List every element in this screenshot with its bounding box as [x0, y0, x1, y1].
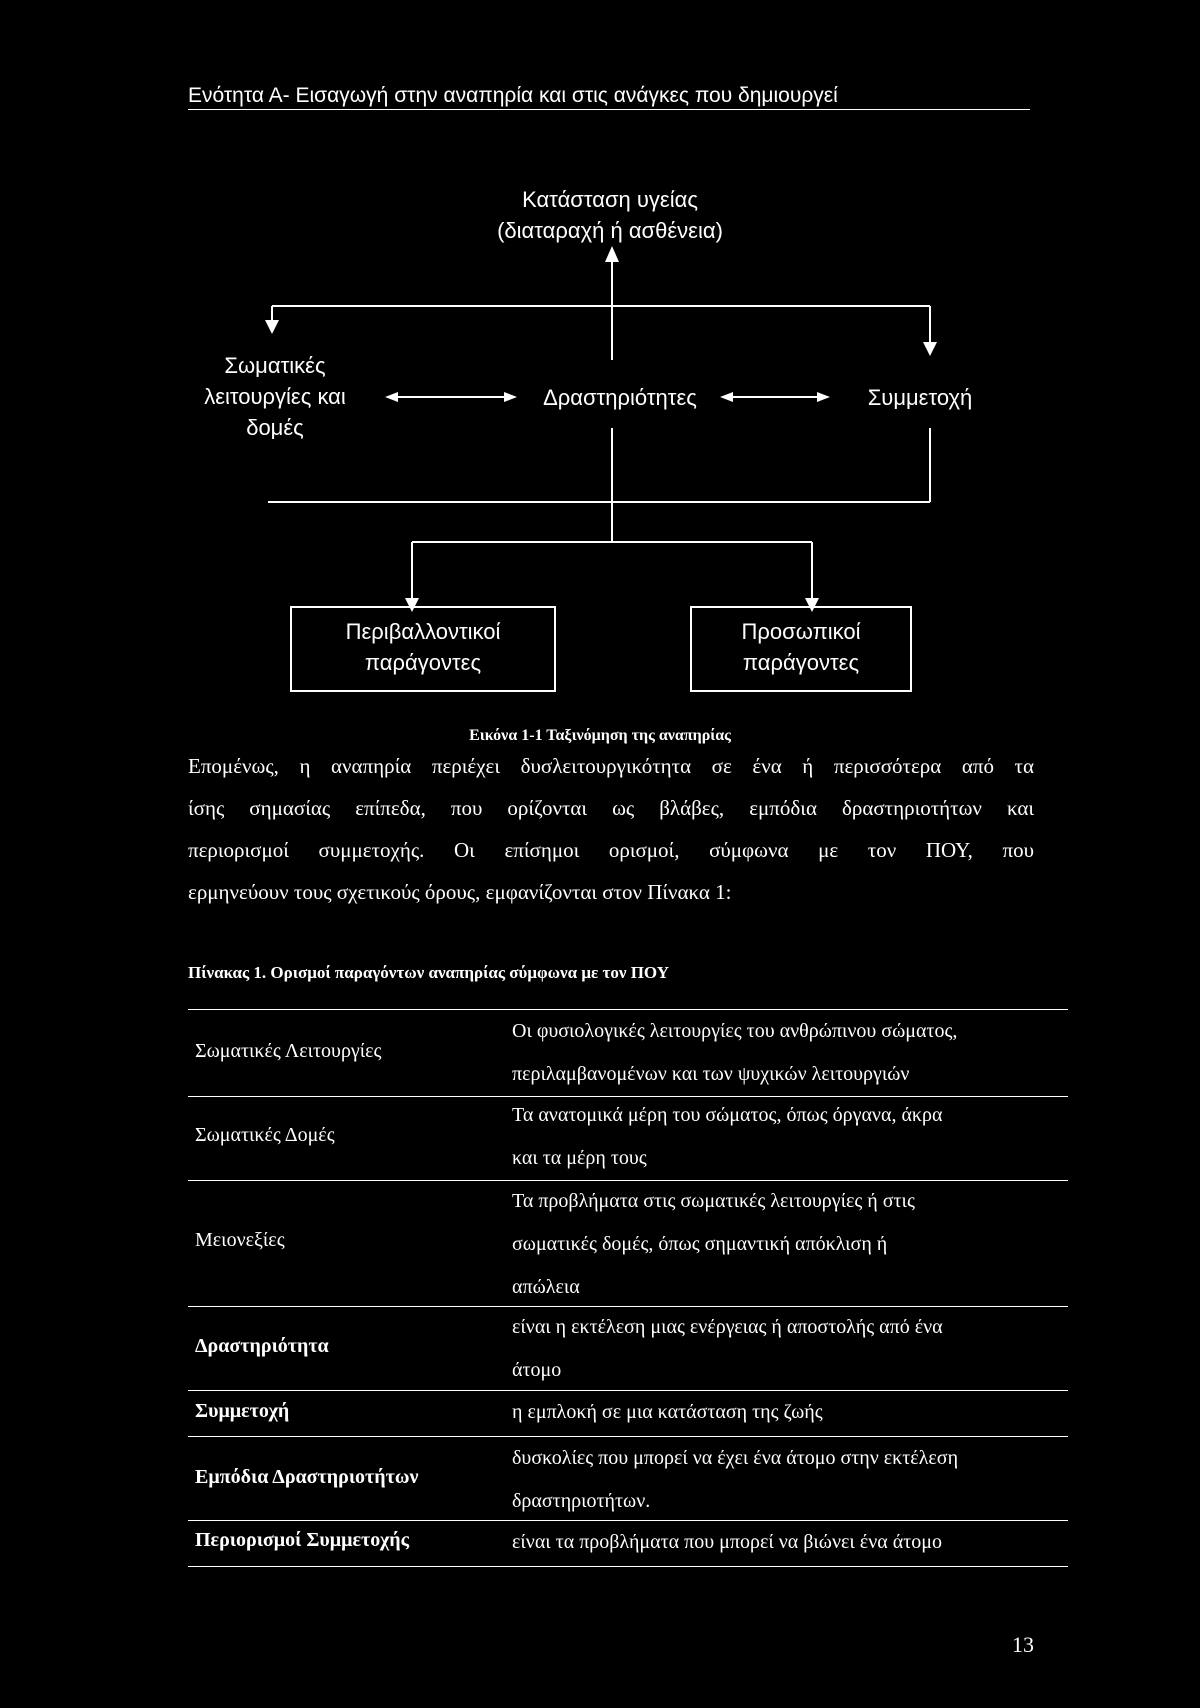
table-term: Εμπόδια Δραστηριοτήτων — [195, 1466, 419, 1488]
figure-caption: Εικόνα 1-1 Ταξινόμηση της αναπηρίας — [469, 727, 731, 744]
arrow-left-icon — [720, 392, 733, 402]
paragraph-line: περιορισμοί συμμετοχής. Οι επίσημοι ορισμοί, σύμφωνα με τον ΠΟΥ, που — [188, 838, 1034, 862]
section-header: Ενότητα Α- Εισαγωγή στην αναπηρία και στις ανάγκες που δημιουργεί — [188, 84, 1030, 110]
table-definition: Τα ανατομικά μέρη του σώματος, όπως όργανα, άκρα και τα μέρη τους — [512, 1104, 943, 1169]
participation-label: Συμμετοχή — [867, 385, 973, 410]
paragraph-line: ερμηνεύουν τους σχετικούς όρους, εμφανίζονται στον Πίνακα 1: — [188, 880, 732, 904]
table-definition: είναι η εκτέλεση μιας ενέργειας ή αποστολής από ένα άτομο — [512, 1316, 943, 1381]
table-definition: δυσκολίες που μπορεί να έχει ένα άτομο στην εκτέλεση δραστηριοτήτων. — [512, 1447, 959, 1512]
table-definition: η εμπλοκή σε μια κατάσταση της ζωής — [512, 1401, 823, 1423]
page-number: 13 — [1012, 1632, 1034, 1657]
table-term: Δραστηριότητα — [195, 1335, 329, 1357]
table-caption: Πίνακας 1. Ορισμοί παραγόντων αναπηρίας σύμφωνα με τον ΠΟΥ — [188, 963, 669, 982]
table-definition: είναι τα προβλήματα που μπορεί να βιώνει ένα άτομο — [512, 1531, 942, 1553]
personal-factors-box: Προσωπικοί παράγοντες — [690, 606, 912, 692]
body-functions-label: Σωματικές λειτουργίες και δομές — [204, 353, 346, 440]
arrow-left-icon — [385, 392, 398, 402]
table-term: Μειονεξίες — [195, 1229, 285, 1251]
table-definition: Τα προβλήματα στις σωματικές λειτουργίες ή στις σωματικές δομές, όπως σημαντική απόκλιση ή απώλεια — [512, 1190, 915, 1298]
arrow-down-icon — [923, 342, 937, 356]
arrow-right-icon — [504, 392, 517, 402]
arrow-up-icon — [605, 246, 619, 262]
table-definition: Οι φυσιολογικές λειτουργίες του ανθρώπινου σώματος, περιλαμβανομένων και των ψυχικών λειτουργιών — [512, 1020, 958, 1085]
paragraph-line: ίσης σημασίας επίπεδα, που ορίζονται ως βλάβες, εμπόδια δραστηριοτήτων και — [188, 796, 1034, 820]
arrow-right-icon — [817, 392, 830, 402]
environmental-factors-box: Περιβαλλοντικοί παράγοντες — [290, 606, 556, 692]
table-term: Σωματικές Δομές — [195, 1124, 335, 1146]
table-term: Σωματικές Λειτουργίες — [195, 1040, 382, 1062]
health-condition-label: Κατάσταση υγείας (διαταραχή ή ασθένεια) — [497, 187, 723, 243]
arrow-down-icon — [265, 320, 279, 334]
table-term: Συμμετοχή — [195, 1400, 290, 1422]
table-rule — [188, 1566, 1068, 1567]
table-term: Περιορισμοί Συμμετοχής — [195, 1529, 410, 1551]
activities-label: Δραστηριότητες — [543, 385, 697, 410]
paragraph-line: Επομένως, η αναπηρία περιέχει δυσλειτουργικότητα σε ένα ή περισσότερα από τα — [188, 754, 1034, 778]
